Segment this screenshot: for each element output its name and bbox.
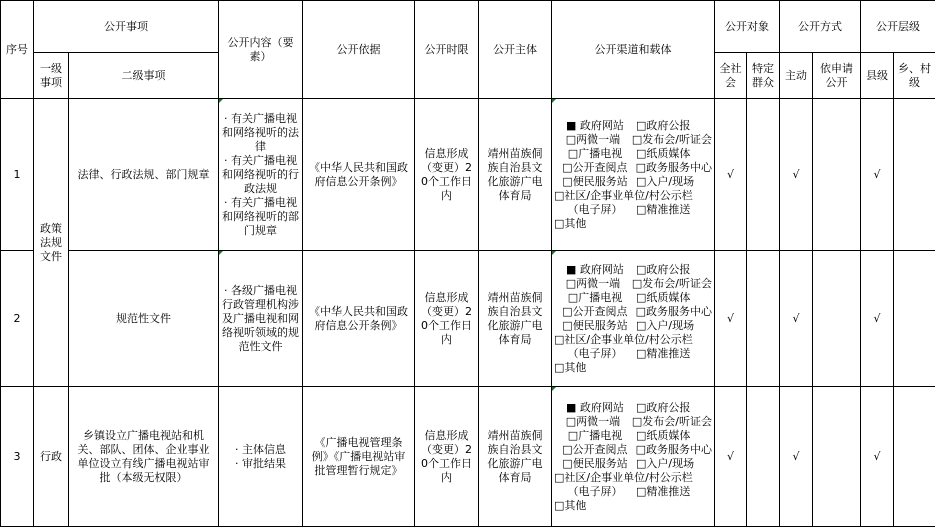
row-level2: 乡镇设立广播电视站和机关、部队、团体、企业事业单位设立有线广播电视站审批（本级无权限）: [69, 387, 219, 527]
channel-option: □发布会/听证会: [632, 133, 712, 147]
row-level-village: [894, 387, 935, 527]
row-target-specific: [747, 387, 780, 527]
channel-option: □便民服务站: [554, 175, 636, 189]
channel-option: □公开查阅点: [554, 161, 636, 175]
channel-option: □政府公报: [636, 119, 690, 133]
level1-administrative: 行政: [34, 387, 69, 527]
row-content: [219, 99, 303, 251]
row-method-apply: [813, 251, 861, 387]
row-level-village: [894, 99, 935, 251]
row-level2: 法律、行政法规、部门规章: [69, 99, 219, 251]
header-matters: 公开事项: [34, 1, 219, 53]
channel-option: □社区/企事业单位/村公示栏: [554, 189, 693, 203]
channel-option: □两微一端: [554, 277, 632, 291]
row-target-all: √: [715, 99, 747, 251]
header-content: 公开内容（要素）: [219, 1, 303, 99]
row-method-apply: [813, 99, 861, 251]
row-level-village: [894, 251, 935, 387]
table-row: [1, 387, 935, 527]
row-channels: [552, 251, 715, 387]
channel-option: □公开查阅点: [554, 443, 636, 457]
channel-option: □精准推送: [636, 485, 690, 499]
channel-option: □入户/现场: [636, 457, 694, 471]
content-item: · 有关广播电视和网络视听的行政法规: [221, 154, 300, 196]
channel-option: □纸质媒体: [636, 147, 690, 161]
row-content: [219, 387, 303, 527]
channel-option: ■ 政府网站: [554, 119, 636, 133]
row-time-limit: 信息形成（变更）20个工作日内: [415, 251, 479, 387]
channel-option: □便民服务站: [554, 319, 636, 333]
content-item: · 有关广播电视和网络视听的法律: [221, 112, 300, 154]
row-subject: 靖州苗族侗族自治县文化旅游广电体育局: [479, 387, 552, 527]
channel-option: □广播电视: [554, 429, 636, 443]
channel-option: □政务服务中心: [636, 305, 712, 319]
channel-option: □入户/现场: [636, 175, 694, 189]
header-level1: 一级事项: [34, 53, 69, 99]
channel-option: □其他: [554, 499, 586, 513]
header-target-specific: 特定群众: [747, 53, 780, 99]
content-item: · 主体信息: [221, 443, 300, 457]
content-item: · 审批结果: [221, 457, 300, 471]
channel-option: □广播电视: [554, 147, 636, 161]
channel-option: □精准推送: [636, 347, 690, 361]
header-level2: 二级事项: [69, 53, 219, 99]
row-seq: 2: [1, 251, 34, 387]
header-channels: 公开渠道和载体: [552, 1, 715, 99]
channel-option: ■ 政府网站: [554, 401, 636, 415]
channel-option: □政务服务中心: [636, 161, 712, 175]
channel-option: □广播电视: [554, 291, 636, 305]
channel-option: □纸质媒体: [636, 291, 690, 305]
header-level-county: 县级: [861, 53, 894, 99]
row-level2: 规范性文件: [69, 251, 219, 387]
header-time-limit: 公开时限: [415, 1, 479, 99]
row-subject: 靖州苗族侗族自治县文化旅游广电体育局: [479, 99, 552, 251]
row-channels: [552, 387, 715, 527]
header-target: 公开对象: [715, 1, 780, 53]
header-level: 公开层级: [861, 1, 935, 53]
table-row: [1, 251, 935, 387]
channel-option: □两微一端: [554, 133, 632, 147]
row-time-limit: 信息形成（变更）20个工作日内: [415, 387, 479, 527]
channel-option: □政府公报: [636, 401, 690, 415]
row-channels: [552, 99, 715, 251]
header-level-village: 乡、村级: [894, 53, 935, 99]
header-seq: 序号: [1, 1, 34, 99]
channel-option: □政务服务中心: [636, 443, 712, 457]
header-subject: 公开主体: [479, 1, 552, 99]
row-seq: 1: [1, 99, 34, 251]
header-method-apply: 依申请公开: [813, 53, 861, 99]
row-seq: 3: [1, 387, 34, 527]
header-target-all: 全社会: [715, 53, 747, 99]
row-level-county: √: [861, 99, 894, 251]
row-method-active: √: [780, 99, 813, 251]
row-target-all: √: [715, 251, 747, 387]
channel-option: □发布会/听证会: [632, 415, 712, 429]
level1-policy: 政策法规文件: [34, 99, 69, 387]
row-target-all: √: [715, 387, 747, 527]
header-method: 公开方式: [780, 1, 861, 53]
header-method-active: 主动: [780, 53, 813, 99]
row-target-specific: [747, 251, 780, 387]
channel-option: □公开查阅点: [554, 305, 636, 319]
row-level-county: √: [861, 387, 894, 527]
content-item: · 有关广播电视和网络视听的部门规章: [221, 196, 300, 238]
row-method-active: √: [780, 251, 813, 387]
channel-option: □发布会/听证会: [632, 277, 712, 291]
channel-option: □其他: [554, 217, 586, 231]
row-method-active: √: [780, 387, 813, 527]
table-row: [1, 99, 935, 251]
row-method-apply: [813, 387, 861, 527]
channel-option: （电子屏）: [554, 347, 636, 361]
channel-option: □纸质媒体: [636, 429, 690, 443]
content-item: · 各级广播电视行政管理机构涉及广播电视和网络视听领域的规范性文件: [221, 284, 300, 354]
channel-option: □社区/企事业单位/村公示栏: [554, 333, 693, 347]
channel-option: □政府公报: [636, 263, 690, 277]
row-basis: 《中华人民共和国政府信息公开条例》: [303, 251, 415, 387]
channel-option: □便民服务站: [554, 457, 636, 471]
row-time-limit: 信息形成（变更）20个工作日内: [415, 99, 479, 251]
row-basis: 《广播电视管理条例》《广播电视站审批管理暂行规定》: [303, 387, 415, 527]
channel-option: □社区/企事业单位/村公示栏: [554, 471, 693, 485]
channel-option: □精准推送: [636, 203, 690, 217]
channel-option: □入户/现场: [636, 319, 694, 333]
row-basis: 《中华人民共和国政府信息公开条例》: [303, 99, 415, 251]
channel-option: □两微一端: [554, 415, 632, 429]
channel-option: ■ 政府网站: [554, 263, 636, 277]
channel-option: （电子屏）: [554, 203, 636, 217]
row-target-specific: [747, 99, 780, 251]
row-subject: 靖州苗族侗族自治县文化旅游广电体育局: [479, 251, 552, 387]
header-basis: 公开依据: [303, 1, 415, 99]
row-content: [219, 251, 303, 387]
row-level-county: √: [861, 251, 894, 387]
channel-option: □其他: [554, 361, 586, 375]
channel-option: （电子屏）: [554, 485, 636, 499]
